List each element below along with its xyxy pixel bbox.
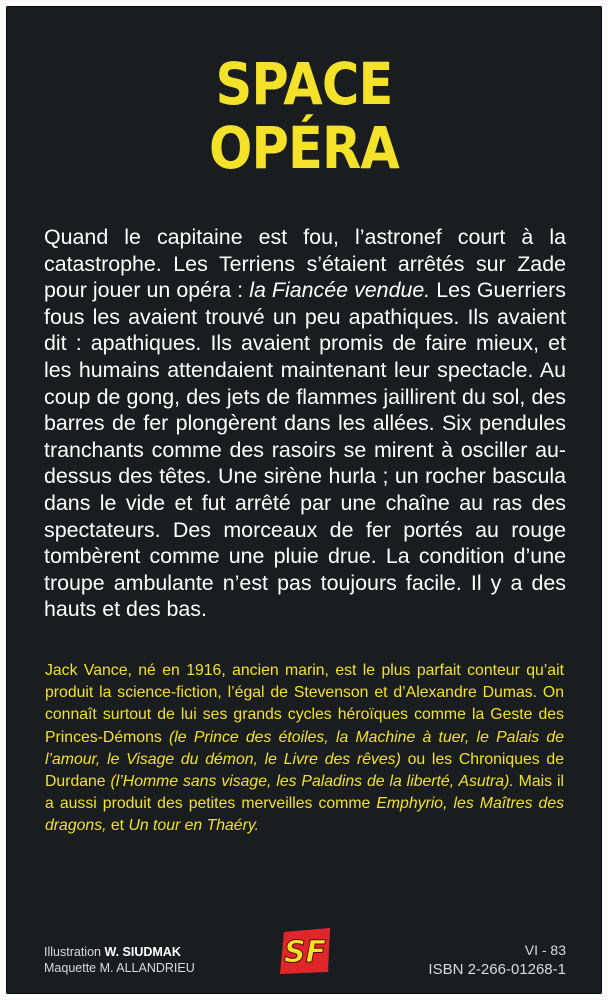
bio-text-3: Mais il a aussi produit des petites merveilles comme [45,773,564,813]
blurb-paragraph [44,224,566,623]
blurb-italic-title: la Fiancée vendue. [249,278,431,303]
isbn-block [428,941,566,979]
isbn-code: ISBN 2-266-01268-1 [428,961,566,978]
bio-text-2: ou les Chroniques de Durdane [45,750,564,791]
author-bio [45,660,564,838]
print-date: VI - 83 [524,942,566,958]
maquette-credit: Maquette M. ALLANDRIEU [44,961,195,975]
blurb-text-1: Quand le capitaine est fou, l’astronef court à la catastrophe. Les Terriens s’étaient arrêtés sur Zade pour jouer un opéra : [44,225,566,303]
bio-italic-3: Emphyrio, les Maîtres des dragons, [45,795,565,835]
bio-text-1: Jack Vance, né en 1916, ancien marin, est le plus parfait conteur qu’ait produit la science-fiction, l’égal de Stevenson et d’Alexandre Dumas. On connaît surtout de lui ses grands cycles héroïques comme la Geste des Princes-Démons [45,662,564,746]
bio-italic-4: Un tour en Thaéry. [128,817,259,835]
book-title [6,52,602,180]
illustration-label: Illustration [44,945,101,959]
title-line-1: SPACE [215,50,393,118]
bio-italic-1: (le Prince des étoiles, la Machine à tuer, le Palais de l’amour, le Visage du démon, le Livre des rêves) [45,728,564,768]
credits [44,944,195,976]
bio-text-4: et [106,817,129,835]
illustration-credit [44,944,195,960]
sf-logo-text: SF [283,935,327,970]
title-line-2: OPÉRA [208,114,400,182]
blurb-text-2: Les Guerriers fous les avaient trouvé un peu apathiques. Ils avaient dit : apathiques. Ils avaient promis de faire mieux, et les humains attendaient maintenant leur spectacle. Au coup de gong, des jets de flammes jaillirent du sol, des barres de fer plongèrent dans les allées. Six pendules tranchants comme des rasoirs se mirent à osciller au-dessus des têtes. Une sirène hurla ; un rocher bascula dans le vide et fut arrêté par une chaîne au ras des spectateurs. Des morceaux de fer portés au rouge tombèrent comme une pluie drue. La condition d’une troupe ambulante n’est pas toujours facile. Il y a des hauts et des bas. [44,278,566,622]
bio-italic-2: (l’Homme sans visage, les Paladins de la liberté, Asutra). [110,773,514,791]
illustrator-name: W. SIUDMAK [104,945,181,959]
sf-logo-icon [276,922,336,978]
back-cover [6,6,602,994]
